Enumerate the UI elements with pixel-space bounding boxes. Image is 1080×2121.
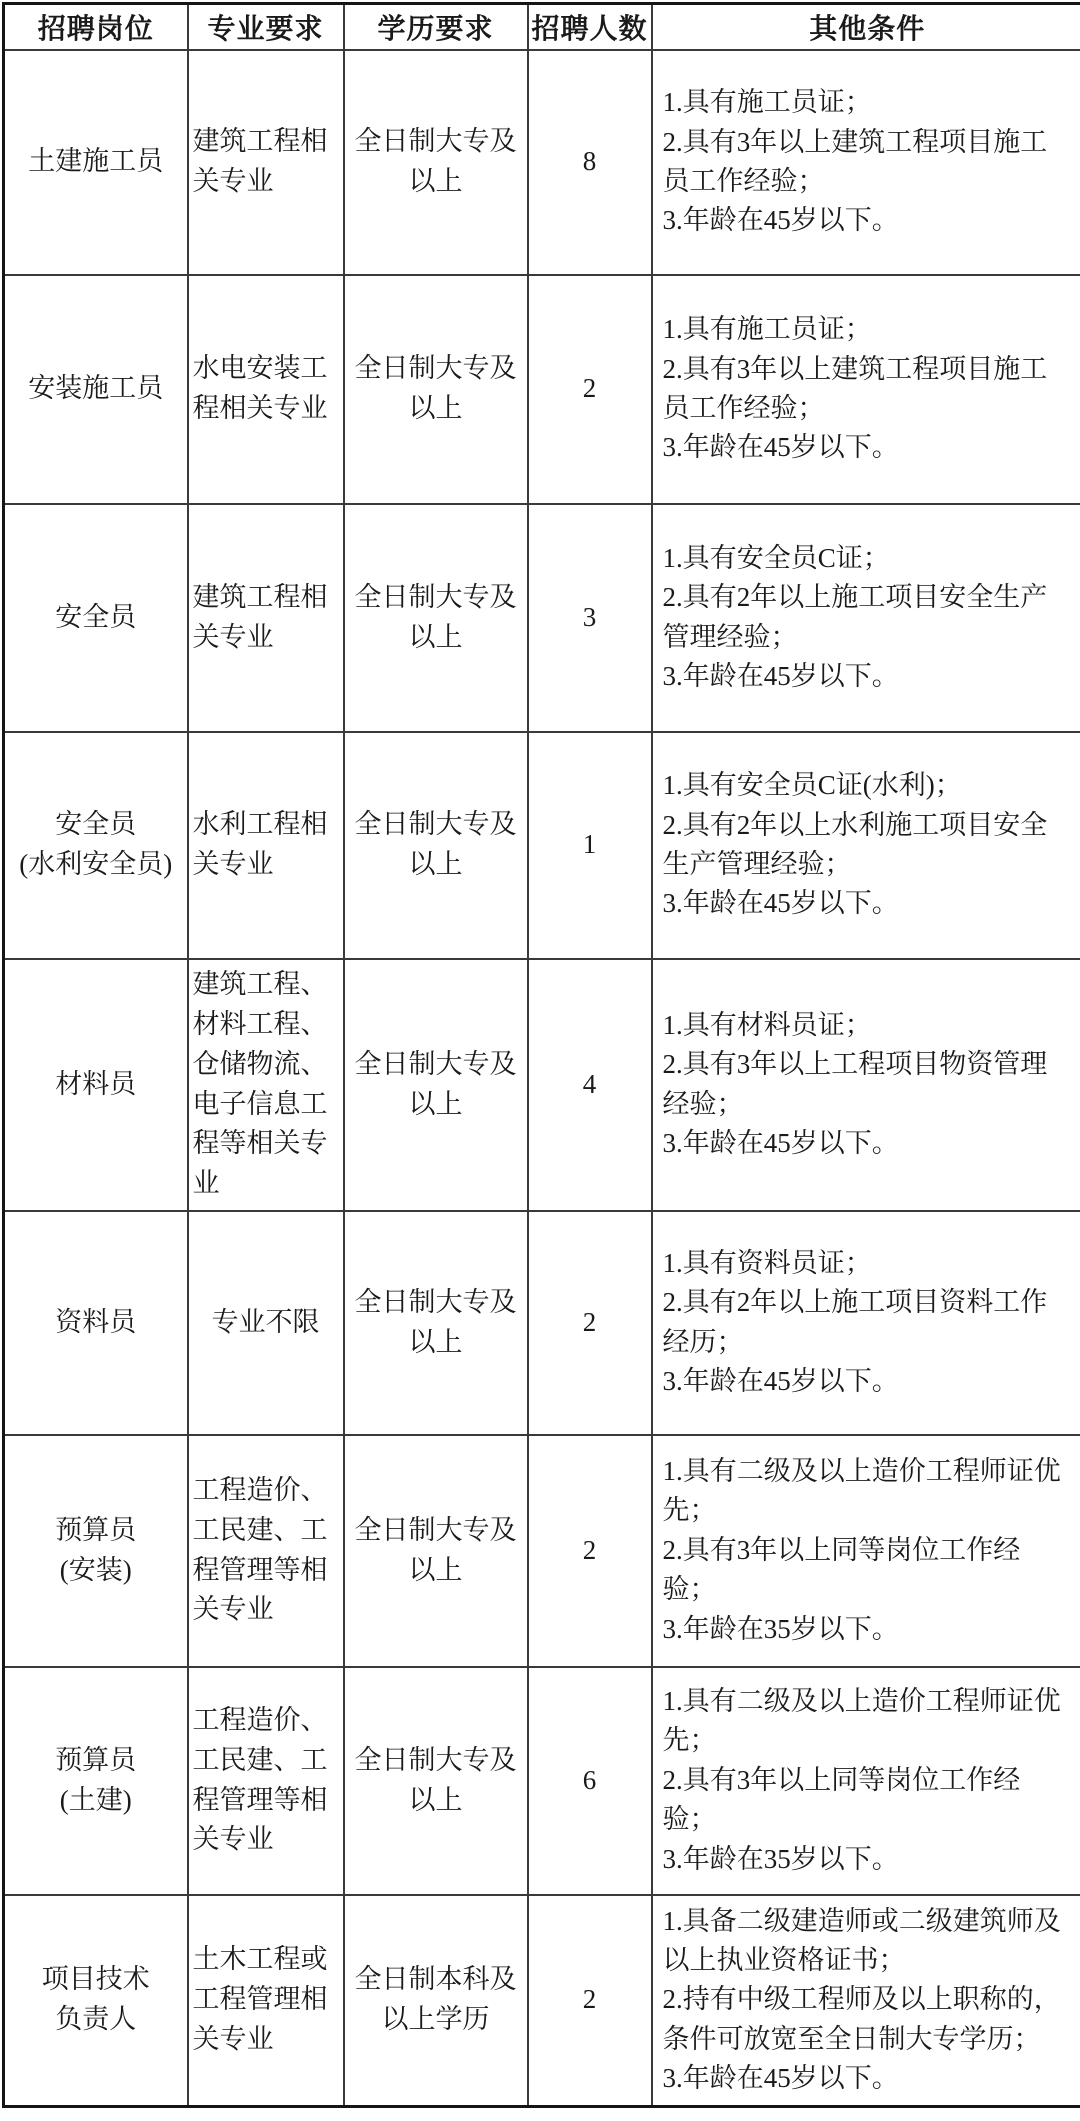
condition-line: 2.具有3年以上建筑工程项目施工员工作经验； (662, 353, 1048, 423)
position-cell: 安全员 (水利安全员) (4, 732, 188, 959)
education-text: 全日制大专及以上 (354, 1048, 517, 1119)
condition-line: 3.年龄在45岁以下。 (662, 1127, 899, 1158)
header-cell-education: 学历要求 (344, 4, 528, 50)
education-text: 全日制大专及以上 (354, 353, 517, 423)
position-cell: 资料员 (4, 1211, 188, 1435)
condition-line: 2.持有中级工程师及以上职称的，条件可放宽至全日制大专学历； (662, 1984, 1061, 2054)
major-text: 工程造价、工民建、工程管理等相关专业 (192, 1474, 328, 1625)
education-text: 全日制大专及以上 (354, 1744, 517, 1815)
condition-line: 3.年龄在45岁以下。 (662, 888, 899, 919)
conditions-cell (652, 732, 1080, 959)
condition-line: 1.具备二级建造师或二级建筑师及以上执业资格证书； (662, 1905, 1061, 1975)
table-row (4, 504, 1080, 732)
count-cell: 4 (528, 959, 652, 1211)
major-cell (188, 1211, 344, 1435)
header-row (4, 4, 1080, 50)
condition-line: 2.具有3年以上同等岗位工作经验； (662, 1764, 1021, 1835)
condition-line: 1.具有施工员证； (662, 314, 872, 345)
major-cell (188, 1895, 344, 2107)
table-row (4, 1211, 1080, 1435)
header-cell-position: 招聘岗位 (4, 4, 188, 50)
education-text: 全日制大专及以上 (354, 1514, 517, 1585)
major-cell (188, 1435, 344, 1667)
header-cell-count: 招聘人数 (528, 4, 652, 50)
condition-line: 3.年龄在45岁以下。 (662, 1365, 899, 1396)
condition-line: 3.年龄在35岁以下。 (662, 1843, 899, 1874)
major-cell (188, 959, 344, 1211)
major-cell (188, 50, 344, 275)
condition-line: 1.具有材料员证； (662, 1009, 872, 1040)
table-row (4, 959, 1080, 1211)
count-cell: 6 (528, 1667, 652, 1895)
condition-line: 3.年龄在45岁以下。 (662, 205, 899, 236)
condition-line: 3.年龄在45岁以下。 (662, 2063, 899, 2094)
count-cell: 2 (528, 1895, 652, 2107)
conditions-cell (652, 959, 1080, 1211)
education-cell (344, 1667, 528, 1895)
table-row (4, 732, 1080, 959)
major-text: 水利工程相关专业 (192, 809, 328, 879)
condition-line: 1.具有二级及以上造价工程师证优先； (662, 1455, 1061, 1526)
major-text: 土木工程或工程管理相关专业 (192, 1944, 328, 2054)
position-cell: 项目技术 负责人 (4, 1895, 188, 2107)
conditions-cell (652, 275, 1080, 504)
position-cell: 土建施工员 (4, 50, 188, 275)
education-text: 全日制大专及以上 (354, 809, 517, 879)
education-cell (344, 959, 528, 1211)
table-row (4, 50, 1080, 275)
education-cell (344, 1435, 528, 1667)
condition-line: 2.具有2年以上施工项目资料工作经历； (662, 1287, 1048, 1357)
education-cell (344, 1895, 528, 2107)
condition-line: 1.具有安全员C证； (662, 542, 890, 573)
table-row (4, 1895, 1080, 2107)
header-cell-major: 专业要求 (188, 4, 344, 50)
major-text: 工程造价、工民建、工程管理等相关专业 (192, 1704, 328, 1855)
position-cell: 材料员 (4, 959, 188, 1211)
conditions-cell (652, 50, 1080, 275)
condition-line: 1.具有施工员证； (662, 87, 872, 118)
table-row (4, 275, 1080, 504)
education-cell (344, 504, 528, 732)
position-cell: 安装施工员 (4, 275, 188, 504)
condition-line: 2.具有3年以上工程项目物资管理经验； (662, 1049, 1048, 1119)
header-cell-conditions: 其他条件 (652, 4, 1080, 50)
education-text: 全日制大专及以上 (354, 581, 517, 652)
count-cell: 2 (528, 275, 652, 504)
education-cell (344, 275, 528, 504)
major-cell (188, 504, 344, 732)
conditions-cell (652, 504, 1080, 732)
count-cell: 8 (528, 50, 652, 275)
major-cell (188, 1667, 344, 1895)
condition-line: 1.具有二级及以上造价工程师证优先； (662, 1685, 1061, 1756)
major-text: 建筑工程相关专业 (192, 581, 328, 652)
conditions-cell (652, 1435, 1080, 1667)
table-row (4, 1435, 1080, 1667)
major-text: 建筑工程、材料工程、仓储物流、电子信息工程等相关专业 (192, 968, 328, 1199)
major-text: 水电安装工程相关专业 (192, 353, 328, 423)
education-cell (344, 732, 528, 959)
condition-line: 3.年龄在45岁以下。 (662, 660, 899, 691)
position-cell: 预算员 (安装) (4, 1435, 188, 1667)
major-cell (188, 732, 344, 959)
table-body (4, 50, 1080, 2107)
condition-line: 3.年龄在35岁以下。 (662, 1613, 899, 1644)
education-cell (344, 50, 528, 275)
condition-line: 3.年龄在45岁以下。 (662, 432, 899, 463)
condition-line: 2.具有3年以上建筑工程项目施工员工作经验； (662, 126, 1048, 196)
recruitment-table (2, 2, 1080, 2108)
table-row (4, 1667, 1080, 1895)
position-cell: 安全员 (4, 504, 188, 732)
condition-line: 1.具有安全员C证(水利)； (662, 770, 962, 801)
conditions-cell (652, 1667, 1080, 1895)
condition-line: 2.具有3年以上同等岗位工作经验； (662, 1534, 1021, 1605)
education-text: 全日制大专及以上 (354, 126, 517, 196)
conditions-cell (652, 1211, 1080, 1435)
major-text: 专业不限 (211, 1306, 320, 1337)
education-cell (344, 1211, 528, 1435)
count-cell: 1 (528, 732, 652, 959)
major-cell (188, 275, 344, 504)
education-text: 全日制大专及以上 (354, 1286, 517, 1357)
major-text: 建筑工程相关专业 (192, 126, 328, 196)
count-cell: 3 (528, 504, 652, 732)
education-text: 全日制本科及以上学历 (354, 1964, 517, 2035)
condition-line: 2.具有2年以上水利施工项目安全生产管理经验； (662, 809, 1048, 879)
condition-line: 2.具有2年以上施工项目安全生产管理经验； (662, 582, 1048, 652)
count-cell: 2 (528, 1211, 652, 1435)
conditions-cell (652, 1895, 1080, 2107)
count-cell: 2 (528, 1435, 652, 1667)
position-cell: 预算员 (土建) (4, 1667, 188, 1895)
condition-line: 1.具有资料员证； (662, 1247, 872, 1278)
